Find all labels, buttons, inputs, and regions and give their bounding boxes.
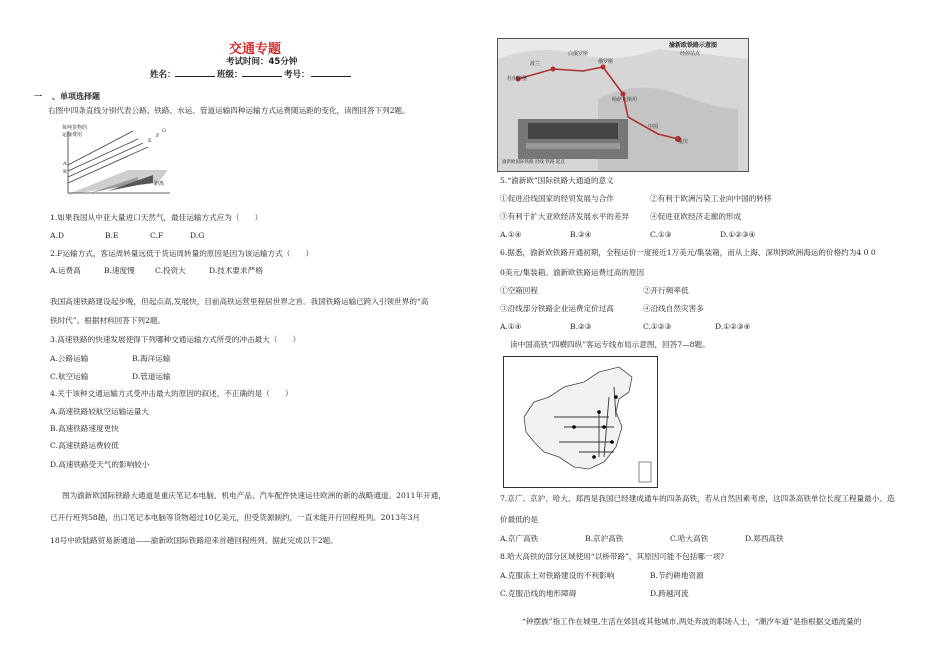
id-label: 考号： (284, 70, 310, 80)
map1-bottom-legend: 渝新欧国际铁路 沿线 铁路 起点 (502, 160, 565, 165)
city-russia: 俄罗斯 (598, 59, 614, 65)
q2-option-b[interactable]: B.速度慢 (104, 266, 135, 275)
q1-option-c[interactable]: C.F (150, 231, 164, 240)
q5-option-a[interactable]: A.①④ (500, 230, 522, 239)
q4-option-a[interactable]: A.高速铁路较航空运输运量大 (50, 407, 150, 416)
fig1-ylabel-2: 运输费用 (62, 132, 83, 138)
q5-option-d[interactable]: D.①②③④ (720, 230, 756, 239)
question-2: 2.F运输方式，客运周转量远低于货运周转量的原因是因为该运输方式（ ） (50, 249, 314, 258)
q3-option-c[interactable]: C.航空运输 (50, 372, 89, 381)
fig1-line-a: A (63, 161, 67, 167)
q5-option-b[interactable]: B.②④ (570, 230, 592, 239)
q7-option-a[interactable]: A.京广高铁 (500, 534, 539, 543)
question-4: 4.关于该种交通运输方式受冲击最大的原因的叙述，不正确的是（ ） (50, 389, 293, 398)
map1-legend: 经停站点 (680, 51, 701, 57)
question-8: 8.哈大高铁的部分区域使用“以桥带路”，其原因可能不包括哪一项? (500, 552, 725, 561)
section-title: 、单项选择题 (52, 92, 100, 101)
q1-option-a[interactable]: A.D (50, 231, 64, 240)
q6-option-c[interactable]: C.①②③ (643, 322, 672, 331)
city-duisburg: 杜伊斯堡 (507, 76, 528, 82)
china-hsr-map (503, 356, 658, 488)
q8-option-b[interactable]: B.节约耕地资源 (650, 571, 704, 580)
q3-option-b[interactable]: B.海洋运输 (132, 354, 171, 363)
q4-option-d[interactable]: D.高速铁路受天气的影响较小 (50, 460, 150, 469)
intro-3-line-1: 图为渝新欧国际铁路大通道是重庆笔记本电脑、机电产品、汽车配件快速运往欧洲的新的战略通道。2011年开通， (62, 491, 446, 500)
q1-option-b[interactable]: B.E (105, 231, 119, 240)
question-7-line-1: 7.京广、京沪、哈大、郑西是我国已经建成通车的四条高铁，若从自然因素考虑，这四条高铁单位长度工程量最小、造 (500, 494, 895, 503)
q6-item-4: ④沿线自然灾害多 (643, 304, 704, 313)
q1-option-d[interactable]: D.G (190, 231, 205, 240)
fig1-line-g: G (162, 128, 166, 134)
q6-option-a[interactable]: A.①④ (500, 322, 522, 331)
city-chongqing: 重庆 (678, 139, 689, 145)
q8-option-d[interactable]: D.跨越河流 (650, 589, 689, 598)
q4-option-c[interactable]: C.高速铁路运费较低 (50, 441, 119, 450)
map1-title: 渝新欧铁路示意图 (669, 42, 718, 49)
q8-option-c[interactable]: C.克服沿线的地形障碍 (500, 589, 577, 598)
fig1-line-f: F (156, 133, 160, 139)
class-blank[interactable] (242, 76, 282, 77)
q3-option-d[interactable]: D.管道运输 (132, 372, 171, 381)
fig1-line-b: B (63, 169, 67, 175)
question-1: 1.如果我国从中亚大量进口天然气，最佳运输方式应为（ ） (50, 213, 263, 222)
name-blank[interactable] (175, 76, 215, 77)
q7-option-d[interactable]: D.郑西高铁 (745, 534, 784, 543)
q2-option-a[interactable]: A.运费高 (50, 266, 81, 275)
fig1-xlabel: 距离 (154, 181, 165, 187)
city-poland: 波兰 (530, 61, 541, 67)
q2-option-d[interactable]: D.技术要求严格 (209, 266, 263, 275)
q6-item-3: ③沿线部分铁路企业运费定价过高 (500, 304, 614, 313)
intro-4: 读中国高铁“四横四纵”客运专线布局示意图，回答7—8题。 (510, 340, 710, 349)
q5-option-c[interactable]: C.①③ (650, 230, 672, 239)
q5-item-4: ④促进亚欧经济走廊的形成 (650, 212, 742, 221)
q5-item-2: ②有利于欧洲污染工业向中国的转移 (650, 194, 772, 203)
question-6-line-2: 0美元/集装箱。渝新欧铁路运费过高的原因 (500, 268, 645, 277)
question-3: 3.高速铁路的快速发展使得下列哪种交通运输方式所受的冲击最大（ ） (50, 335, 301, 344)
q2-option-c[interactable]: C.投资大 (155, 266, 186, 275)
q8-option-a[interactable]: A.克服冻土对铁路建设的不利影响 (500, 571, 615, 580)
fig1-ylabel-1: 每吨货物的 (62, 125, 88, 131)
q7-option-b[interactable]: B.京沪高铁 (585, 534, 624, 543)
q3-option-a[interactable]: A.公路运输 (50, 354, 89, 363)
q7-option-c[interactable]: C.哈大高铁 (670, 534, 709, 543)
id-blank[interactable] (311, 76, 351, 77)
city-china: 中国 (648, 124, 659, 130)
intro-2-line-1: 我国高速铁路建设起步晚，但起点高,发展快，目前高铁运营里程居世界之首。我国铁路运输已跨入引领世界的“高 (50, 297, 429, 306)
q5-item-1: ①促进沿线国家的经贸发展与合作 (500, 194, 614, 203)
intro-3-line-3: 18号中欧陆路贸易新通道——渝新欧国际铁路迎来首趟回程班列。据此完成以下2题。 (50, 536, 338, 545)
q6-option-d[interactable]: D.①②③④ (715, 322, 751, 331)
question-6-line-1: 6.据悉，渝新欧铁路开通初期，全程运价一度接近1万美元/集装箱，而从上海、深圳到欧洲海运的价格约为4 0 0 (500, 248, 876, 257)
city-belarus: 白俄罗斯 (568, 51, 589, 57)
section-number: 一 (34, 92, 42, 101)
city-kazakhstan: 哈萨克斯坦 (612, 97, 638, 103)
fig1-line-e: E (148, 138, 152, 144)
q5-item-3: ③有利于扩大亚欧经济发展水平的差异 (500, 212, 630, 221)
exam-time: 考试时间：45分钟 (226, 57, 298, 67)
q6-item-2: ②开行频率低 (643, 286, 689, 295)
intro-2-line-2: 铁时代”。根据材料回答下列2题。 (50, 316, 166, 325)
intro-3-line-2: 已开行班列58趟，出口笔记本电脑等货物超过10亿美元，但受货源制约，一直未能开行回程班列。2013年3月 (50, 513, 421, 522)
question-7-line-2: 价最低的是 (500, 515, 538, 524)
q6-item-1: ①空箱回程 (500, 286, 538, 295)
yuxinou-railway-map (497, 38, 749, 172)
page-title: 交通专题 (228, 42, 281, 57)
name-label: 姓名： (150, 70, 176, 80)
q4-option-b[interactable]: B.高速铁路速度更快 (50, 424, 119, 433)
intro-1: 右图中四条直线分别代表公路、铁路、水运、管道运输四种运输方式运费随运距的变化，读图回答下列2题。 (48, 106, 410, 115)
class-label: 班级： (217, 70, 243, 80)
question-5: 5.“渝新欧”国际铁路大通道的意义 (500, 176, 614, 185)
intro-5: “钟摆族”指工作在城里,生活在郊县或其他城市,两处奔波的职场人士，“潮汐车道”是指根据交通流量的 (522, 617, 862, 626)
q6-option-b[interactable]: B.②③ (570, 322, 592, 331)
